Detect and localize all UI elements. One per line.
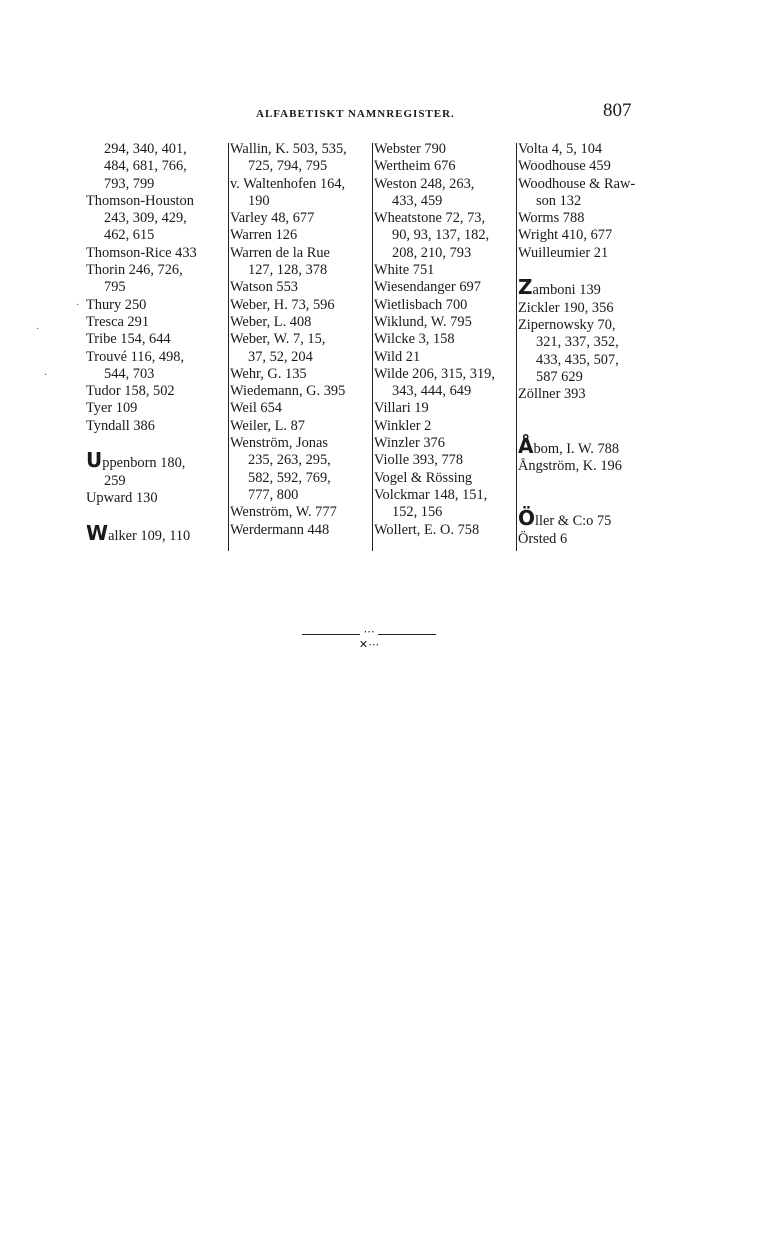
index-entry	[230, 366, 370, 383]
entry-text: 90, 93, 137, 182,	[392, 227, 490, 244]
section-initial: Z	[518, 275, 533, 300]
index-entry-continuation	[230, 349, 370, 366]
index-entry	[374, 522, 514, 539]
index-entry-continuation	[518, 334, 658, 351]
index-entry	[86, 245, 226, 262]
entry-text: Wollert, E. O. 758	[374, 521, 480, 538]
entry-text: v. Waltenhofen 164,	[230, 175, 346, 192]
entry-gap	[518, 403, 658, 420]
entry-gap	[86, 435, 226, 452]
index-entry-continuation	[86, 176, 226, 193]
index-entry	[230, 435, 370, 452]
index-entry-continuation	[374, 193, 514, 210]
index-entry	[230, 418, 370, 435]
index-entry	[518, 506, 658, 531]
entry-text: Vogel & Rössing	[374, 469, 473, 486]
index-entry-continuation	[518, 369, 658, 386]
index-entry-continuation	[86, 366, 226, 383]
entry-text: 152, 156	[392, 504, 443, 521]
index-entry	[374, 141, 514, 158]
index-column-1	[86, 141, 226, 551]
entry-text: Weil 654	[230, 400, 282, 417]
index-entry	[518, 176, 658, 193]
entry-text: Thury 250	[86, 296, 147, 313]
entry-text: son 132	[536, 192, 582, 209]
index-entry	[230, 314, 370, 331]
entry-text: Weiler, L. 87	[230, 417, 305, 434]
index-entry-continuation	[86, 473, 226, 490]
index-entry-continuation	[518, 352, 658, 369]
entry-text: Wertheim 676	[374, 158, 456, 175]
page-header	[0, 96, 760, 126]
index-entry	[518, 458, 658, 475]
index-entry	[374, 331, 514, 348]
index-entry	[374, 452, 514, 469]
entry-text: Wietlisbach 700	[374, 296, 468, 313]
entry-text: Worms 788	[518, 210, 585, 227]
index-entry	[86, 448, 226, 473]
entry-text: Webster 790	[374, 141, 446, 157]
index-entry	[518, 300, 658, 317]
index-entry	[374, 210, 514, 227]
index-entry-continuation	[230, 262, 370, 279]
section-initial: Å	[518, 434, 534, 459]
index-entry	[518, 141, 658, 158]
entry-text: 259	[104, 472, 126, 489]
entry-text: 433, 459	[392, 192, 443, 209]
index-entry	[86, 262, 226, 279]
index-entry	[374, 158, 514, 175]
index-entry	[374, 262, 514, 279]
index-entry	[230, 245, 370, 262]
entry-text: 462, 615	[104, 227, 155, 244]
entry-text: Warren de la Rue	[230, 244, 330, 261]
index-entry	[518, 158, 658, 175]
entry-text: 582, 592, 769,	[248, 469, 331, 486]
index-entry-continuation	[86, 227, 226, 244]
index-entry-continuation	[86, 210, 226, 227]
index-entry	[86, 349, 226, 366]
entry-text: Watson 553	[230, 279, 298, 296]
entry-text: Wild 21	[374, 348, 421, 365]
section-initial: U	[86, 448, 103, 473]
entry-text: Thomson-Rice 433	[86, 244, 197, 261]
entry-text: Tyer 109	[86, 400, 138, 417]
index-entry	[374, 435, 514, 452]
entry-text: Wuilleumier 21	[518, 244, 609, 261]
index-entry	[374, 400, 514, 417]
entry-text: Werdermann 448	[230, 521, 330, 538]
index-entry-continuation	[230, 193, 370, 210]
index-entry	[230, 176, 370, 193]
entry-text: Volta 4, 5, 104	[518, 141, 603, 157]
index-entry-continuation	[374, 227, 514, 244]
entry-text: Zipernowsky 70,	[518, 316, 616, 333]
end-ornament	[302, 625, 436, 651]
index-entry	[518, 227, 658, 244]
index-entry	[86, 400, 226, 417]
index-column-2	[230, 141, 370, 551]
entry-text: 208, 210, 793	[392, 244, 472, 261]
column-divider-2	[372, 143, 373, 551]
entry-text: Wiklund, W. 795	[374, 313, 472, 330]
entry-text: 190	[248, 192, 270, 209]
index-entry-continuation	[374, 245, 514, 262]
index-entry	[374, 418, 514, 435]
entry-text: Tribe 154, 644	[86, 331, 171, 348]
index-entry	[86, 314, 226, 331]
index-entry	[86, 383, 226, 400]
entry-text: Thorin 246, 726,	[86, 262, 183, 279]
index-entry-continuation	[86, 141, 226, 158]
entry-text: Wenström, W. 777	[230, 504, 337, 521]
entry-text: Violle 393, 778	[374, 452, 464, 469]
index-column-3	[374, 141, 514, 551]
entry-text: Warren 126	[230, 227, 298, 244]
entry-text: Wright 410, 677	[518, 227, 613, 244]
index-entry	[518, 210, 658, 227]
ornament-line-left	[302, 634, 360, 635]
index-entry	[86, 520, 226, 545]
index-entry	[518, 317, 658, 334]
entry-text: Wallin, K. 503, 535,	[230, 141, 347, 157]
index-entry	[374, 470, 514, 487]
entry-text: Weber, H. 73, 596	[230, 296, 335, 313]
entry-text: Woodhouse 459	[518, 158, 611, 175]
entry-text: 343, 444, 649	[392, 383, 472, 400]
index-columns	[86, 141, 646, 561]
index-entry	[230, 522, 370, 539]
ornament-flourish-icon: ⋯✕⋯	[358, 625, 380, 651]
entry-text: Weston 248, 263,	[374, 175, 475, 192]
index-entry	[518, 531, 658, 548]
entry-text: Tudor 158, 502	[86, 383, 175, 400]
entry-text: 294, 340, 401,	[104, 141, 187, 157]
margin-speck: ·	[44, 370, 48, 381]
entry-text: White 751	[374, 262, 435, 279]
index-entry	[374, 297, 514, 314]
index-entry	[518, 275, 658, 300]
column-divider-1	[228, 143, 229, 551]
entry-text: Wehr, G. 135	[230, 365, 307, 382]
entry-text: 321, 337, 352,	[536, 334, 619, 351]
entry-text: Wiedemann, G. 395	[230, 383, 346, 400]
index-entry	[518, 434, 658, 459]
index-entry	[86, 490, 226, 507]
entry-text: 433, 435, 507,	[536, 351, 619, 368]
entry-text: Volckmar 148, 151,	[374, 486, 488, 503]
index-entry	[374, 279, 514, 296]
index-entry	[86, 193, 226, 210]
entry-text: Tyndall 386	[86, 417, 155, 434]
entry-text: Ångström, K. 196	[518, 458, 622, 475]
entry-text: ller & C:o 75	[535, 513, 612, 530]
index-entry	[518, 386, 658, 403]
entry-text: Weber, L. 408	[230, 313, 312, 330]
section-initial: W	[86, 520, 109, 545]
margin-speck: ·	[36, 324, 40, 335]
entry-text: 243, 309, 429,	[104, 210, 187, 227]
entry-text: Wilde 206, 315, 319,	[374, 365, 495, 382]
entry-text: Wenström, Jonas	[230, 435, 328, 452]
entry-text: alker 109, 110	[108, 527, 191, 544]
index-entry-continuation	[374, 383, 514, 400]
entry-gap	[518, 493, 658, 510]
entry-gap	[518, 262, 658, 279]
index-entry	[86, 331, 226, 348]
index-entry-continuation	[230, 452, 370, 469]
index-entry	[230, 297, 370, 314]
entry-text: Weber, W. 7, 15,	[230, 331, 326, 348]
entry-text: Upward 130	[86, 489, 158, 506]
entry-text: 544, 703	[104, 365, 155, 382]
entry-text: Örsted 6	[518, 530, 568, 547]
index-entry	[230, 504, 370, 521]
entry-text: Wilcke 3, 158	[374, 331, 455, 348]
index-entry	[230, 331, 370, 348]
index-entry	[374, 487, 514, 504]
entry-text: 235, 263, 295,	[248, 452, 331, 469]
index-column-4	[518, 141, 658, 551]
index-entry-continuation	[86, 279, 226, 296]
index-entry	[374, 349, 514, 366]
entry-text: Wheatstone 72, 73,	[374, 210, 486, 227]
index-entry	[518, 245, 658, 262]
column-divider-3	[516, 143, 517, 551]
index-entry	[230, 400, 370, 417]
entry-text: Trouvé 116, 498,	[86, 348, 185, 365]
entry-text: Winzler 376	[374, 435, 445, 452]
entry-gap	[518, 476, 658, 493]
entry-text: 484, 681, 766,	[104, 158, 187, 175]
page-number: 807	[603, 100, 632, 121]
entry-text: 793, 799	[104, 175, 155, 192]
entry-text: Zickler 190, 356	[518, 299, 614, 316]
entry-text: 725, 794, 795	[248, 158, 328, 175]
index-entry-continuation	[86, 158, 226, 175]
entry-text: amboni 139	[532, 282, 601, 299]
ornament-line-right	[378, 634, 436, 635]
index-entry-continuation	[230, 487, 370, 504]
entry-text: 37, 52, 204	[248, 348, 313, 365]
index-entry	[374, 314, 514, 331]
entry-text: Villari 19	[374, 400, 429, 417]
entry-text: Winkler 2	[374, 417, 432, 434]
entry-text: Tresca 291	[86, 313, 150, 330]
index-entry	[230, 141, 370, 158]
index-entry	[230, 279, 370, 296]
entry-text: ppenborn 180,	[102, 455, 186, 472]
entry-text: 777, 800	[248, 486, 299, 503]
entry-text: 127, 128, 378	[248, 262, 328, 279]
index-entry-continuation	[230, 470, 370, 487]
entry-text: Woodhouse & Raw-	[518, 175, 636, 192]
index-entry	[230, 383, 370, 400]
index-entry	[230, 210, 370, 227]
entry-text: Wiesendanger 697	[374, 279, 481, 296]
entry-text: Varley 48, 677	[230, 210, 315, 227]
index-entry	[86, 418, 226, 435]
entry-text: Thomson-Houston	[86, 192, 194, 209]
index-entry-continuation	[374, 504, 514, 521]
index-entry	[230, 227, 370, 244]
section-initial: Ö	[518, 506, 536, 531]
running-title: ALFABETISKT NAMNREGISTER.	[256, 108, 455, 120]
index-entry	[374, 366, 514, 383]
index-entry-continuation	[230, 158, 370, 175]
index-entry	[86, 297, 226, 314]
entry-text: bom, I. W. 788	[533, 441, 620, 458]
entry-text: 795	[104, 279, 126, 296]
margin-speck: ·	[76, 300, 80, 311]
entry-gap	[518, 421, 658, 438]
index-entry	[374, 176, 514, 193]
entry-text: Zöllner 393	[518, 386, 586, 403]
index-entry-continuation	[518, 193, 658, 210]
entry-text: 587 629	[536, 368, 583, 385]
